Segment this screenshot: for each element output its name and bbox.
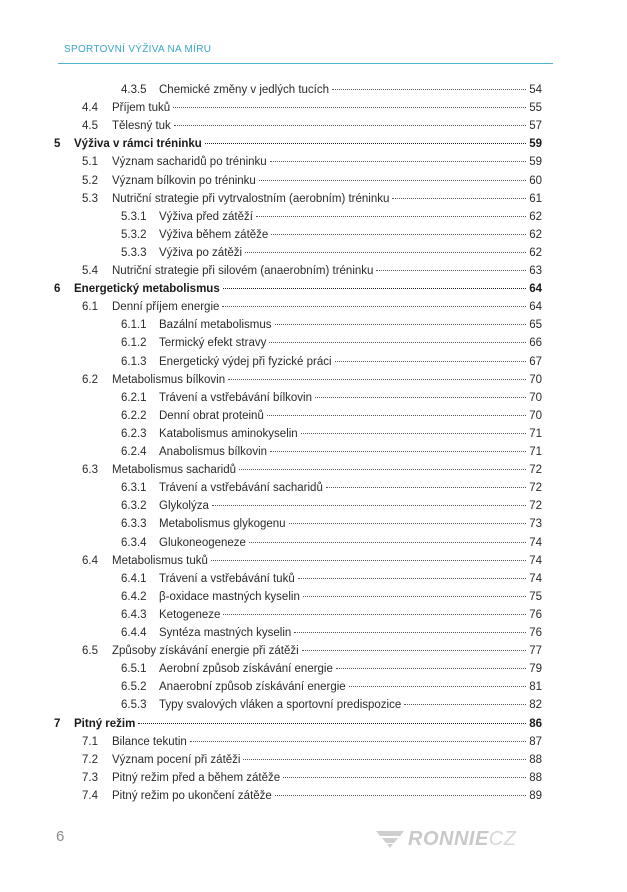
toc-dot-leader	[294, 632, 526, 633]
toc-number: 6.4.1	[121, 572, 147, 585]
toc-entry[interactable]	[74, 715, 542, 733]
toc-page-number: 72	[529, 464, 542, 477]
toc-page-number: 74	[529, 572, 542, 585]
toc-dot-leader	[270, 451, 526, 452]
toc-row	[0, 353, 627, 371]
toc-dot-leader	[376, 270, 526, 271]
toc-title: Trávení a vstřebávání sacharidů	[159, 482, 323, 495]
toc-title: Denní obrat proteinů	[159, 409, 264, 422]
toc-dot-leader	[289, 523, 526, 524]
toc-dot-leader	[174, 125, 526, 126]
toc-dot-leader	[275, 324, 527, 325]
toc-dot-leader	[259, 180, 526, 181]
toc-entry[interactable]	[112, 172, 542, 190]
toc-dot-leader	[245, 252, 526, 253]
toc-number: 5.3.2	[121, 228, 147, 241]
toc-number: 6.2	[82, 373, 98, 386]
toc-title: Trávení a vstřebávání bílkovin	[159, 391, 312, 404]
toc-dot-leader	[212, 505, 526, 506]
toc-number: 6.5.2	[121, 681, 147, 694]
toc-number: 4.5	[82, 120, 98, 133]
toc-page-number: 74	[529, 536, 542, 549]
toc-row	[0, 515, 627, 533]
toc-title: Význam sacharidů po tréninku	[112, 156, 267, 169]
toc-dot-leader	[301, 433, 526, 434]
toc-dot-leader	[335, 361, 526, 362]
toc-title: Ketogeneze	[159, 608, 221, 621]
toc-row	[0, 81, 627, 99]
toc-page-number: 62	[529, 210, 542, 223]
toc-title: Pitný režim	[74, 717, 136, 730]
toc-number: 6.4.3	[121, 608, 147, 621]
toc-page-number: 82	[529, 699, 542, 712]
toc-title: Trávení a vstřebávání tuků	[159, 572, 295, 585]
toc-row	[0, 298, 627, 316]
toc-number: 6.5.3	[121, 699, 147, 712]
toc-page-number: 55	[529, 102, 542, 115]
toc-dot-leader	[269, 342, 526, 343]
toc-page-number: 74	[529, 554, 542, 567]
toc-number: 6.4.2	[121, 590, 147, 603]
toc-dot-leader	[138, 723, 526, 724]
toc-row	[0, 678, 627, 696]
toc-page-number: 86	[529, 717, 542, 730]
toc-row	[0, 570, 627, 588]
toc-entry[interactable]	[159, 515, 542, 533]
toc-page-number: 71	[529, 427, 542, 440]
toc-entry[interactable]	[159, 497, 542, 515]
toc-page-number: 72	[529, 500, 542, 513]
toc-entry[interactable]	[112, 99, 542, 117]
toc-dot-leader	[326, 487, 526, 488]
toc-entry[interactable]	[159, 624, 542, 642]
toc-entry[interactable]	[159, 244, 542, 262]
toc-row	[0, 407, 627, 425]
toc-title: Glykolýza	[159, 500, 209, 513]
toc-page-number: 70	[529, 409, 542, 422]
logo-suffix: CZ	[488, 827, 517, 850]
toc-page-number: 70	[529, 391, 542, 404]
toc-title: Aerobní způsob získávání energie	[159, 663, 333, 676]
toc-row	[0, 660, 627, 678]
toc-title: Typy svalových vláken a sportovní predispozice	[159, 699, 402, 712]
toc-entry[interactable]	[159, 334, 542, 352]
toc-dot-leader	[349, 686, 526, 687]
toc-title: Nutriční strategie při silovém (anaerobním) tréninku	[112, 265, 374, 277]
toc-title: Termický efekt stravy	[159, 337, 267, 350]
toc-number: 6.1	[82, 301, 98, 314]
toc-dot-leader	[222, 306, 526, 307]
toc-number: 6.5.1	[121, 663, 147, 676]
toc-title: Energetický výdej při fyzické práci	[159, 355, 332, 368]
publisher-logo	[376, 826, 556, 852]
toc-entry[interactable]	[159, 534, 542, 552]
toc-entry[interactable]	[159, 660, 542, 678]
toc-dot-leader	[243, 759, 526, 760]
header-title: SPORTOVNÍ VÝŽIVA NA MÍRU	[64, 44, 212, 55]
toc-dot-leader	[249, 542, 526, 543]
toc-number: 5.1	[82, 156, 98, 169]
toc-dot-leader	[223, 614, 526, 615]
toc-entry[interactable]	[159, 606, 542, 624]
toc-row	[0, 769, 627, 787]
toc-entry[interactable]	[159, 208, 542, 226]
toc-dot-leader	[223, 288, 526, 289]
toc-title: Způsoby získávání energie při zátěži	[112, 645, 299, 658]
toc-title: Anabolismus bílkovin	[159, 446, 268, 458]
toc-row	[0, 497, 627, 515]
toc-number: 6.1.3	[121, 355, 147, 368]
logo-text	[408, 828, 516, 851]
toc-page-number: 61	[529, 192, 542, 205]
toc-entry[interactable]	[159, 678, 542, 696]
toc-title: Význam bílkovin po tréninku	[112, 174, 256, 187]
toc-number: 6	[54, 283, 61, 296]
toc-number: 6.3	[82, 464, 98, 477]
toc-dot-leader	[298, 578, 526, 579]
toc-dot-leader	[283, 777, 526, 778]
toc-number: 5.2	[82, 174, 98, 187]
toc-entry[interactable]	[112, 117, 542, 135]
toc-row	[0, 787, 627, 805]
toc-title: Chemické změny v jedlých tucích	[159, 84, 330, 96]
toc-number: 7.4	[82, 789, 98, 802]
toc-number: 5	[54, 138, 61, 151]
toc-number: 6.2.3	[121, 427, 147, 440]
toc-entry[interactable]	[159, 389, 542, 407]
toc-row	[0, 389, 627, 407]
toc-page-number: 59	[529, 156, 542, 169]
toc-page-number: 67	[529, 355, 542, 368]
toc-title: Bilance tekutin	[112, 735, 187, 748]
toc-row	[0, 190, 627, 208]
logo-name: RONNIE	[408, 827, 489, 850]
toc-number: 4.3.5	[121, 84, 147, 96]
running-header	[58, 41, 553, 64]
toc-number: 7.1	[82, 735, 98, 748]
toc-page-number: 60	[529, 174, 542, 187]
toc-page-number: 62	[529, 228, 542, 241]
toc-dot-leader	[271, 234, 526, 235]
toc-entry[interactable]	[112, 190, 542, 208]
toc-title: β-oxidace mastných kyselin	[159, 590, 300, 603]
toc-entry[interactable]	[159, 443, 542, 461]
toc-dot-leader	[302, 650, 526, 651]
toc-number: 5.4	[82, 265, 98, 277]
toc-dot-leader	[190, 741, 526, 742]
toc-title: Výživa po zátěži	[159, 246, 243, 259]
toc-row	[0, 461, 627, 479]
toc-row	[0, 624, 627, 642]
toc-title: Pitný režim před a během zátěže	[112, 771, 281, 784]
toc-number: 6.1.1	[121, 319, 147, 332]
toc-row	[0, 425, 627, 443]
toc-entry[interactable]	[112, 642, 542, 660]
toc-row	[0, 588, 627, 606]
toc-entry[interactable]	[159, 407, 542, 425]
toc-entry[interactable]	[159, 425, 542, 443]
toc-title: Bazální metabolismus	[159, 319, 272, 332]
toc-entry[interactable]	[112, 153, 542, 171]
toc-page-number: 89	[529, 789, 542, 802]
toc-entry[interactable]	[159, 570, 542, 588]
toc-number: 5.3.3	[121, 246, 147, 259]
toc-entry[interactable]	[112, 298, 542, 316]
toc-row	[0, 316, 627, 334]
toc-dot-leader	[256, 216, 526, 217]
toc-number: 6.2.4	[121, 446, 147, 458]
toc-page-number: 65	[529, 319, 542, 332]
toc-row	[0, 371, 627, 389]
toc-entry[interactable]	[112, 371, 542, 389]
toc-entry[interactable]	[74, 280, 542, 298]
toc-page-number: 73	[529, 518, 542, 531]
toc-row	[0, 226, 627, 244]
toc-entry[interactable]	[112, 751, 542, 769]
toc-entry[interactable]	[159, 316, 542, 334]
toc-row	[0, 443, 627, 461]
toc-page-number: 88	[529, 771, 542, 784]
toc-number: 6.3.1	[121, 482, 147, 495]
toc-entry[interactable]	[159, 588, 542, 606]
toc-row	[0, 334, 627, 352]
toc-number: 6.3.3	[121, 518, 147, 531]
toc-number: 7.3	[82, 771, 98, 784]
toc-title: Pitný režim po ukončení zátěže	[112, 789, 272, 802]
toc-entry[interactable]	[159, 696, 542, 714]
toc-dot-leader	[267, 415, 526, 416]
toc-row	[0, 642, 627, 660]
toc-entry[interactable]	[112, 262, 542, 280]
toc-row	[0, 280, 627, 298]
toc-dot-leader	[332, 89, 526, 90]
toc-row	[0, 715, 627, 733]
toc-page-number: 75	[529, 590, 542, 603]
toc-number: 6.3.4	[121, 536, 147, 549]
toc-page-number: 77	[529, 645, 542, 658]
toc-page-number: 76	[529, 608, 542, 621]
toc-page-number: 63	[529, 265, 542, 277]
toc-entry[interactable]	[112, 552, 542, 570]
toc-page-number: 88	[529, 753, 542, 766]
toc-title: Metabolismus bílkovin	[112, 373, 226, 386]
toc-dot-leader	[211, 560, 526, 561]
toc-dot-leader	[239, 469, 526, 470]
toc-row	[0, 117, 627, 135]
toc-number: 7.2	[82, 753, 98, 766]
toc-title: Výživa v rámci tréninku	[74, 138, 202, 151]
toc-row	[0, 262, 627, 280]
toc-row	[0, 153, 627, 171]
toc-dot-leader	[270, 161, 526, 162]
toc-page-number: 57	[529, 120, 542, 133]
toc-number: 5.3	[82, 192, 98, 205]
toc-dot-leader	[173, 107, 526, 108]
toc-page-number: 54	[529, 84, 542, 96]
toc-dot-leader	[228, 379, 526, 380]
toc-number: 6.2.1	[121, 391, 147, 404]
toc-number: 6.1.2	[121, 337, 147, 350]
toc-page-number: 71	[529, 446, 542, 458]
toc-number: 4.4	[82, 102, 98, 115]
toc-row	[0, 751, 627, 769]
toc-number: 5.3.1	[121, 210, 147, 223]
toc-title: Metabolismus tuků	[112, 554, 208, 567]
toc-entry[interactable]	[159, 353, 542, 371]
toc-title: Tělesný tuk	[112, 120, 171, 133]
toc-dot-leader	[315, 397, 526, 398]
toc-page-number: 59	[529, 138, 542, 151]
toc-title: Význam pocení při zátěži	[112, 753, 241, 766]
toc-row	[0, 135, 627, 153]
toc-page-number: 76	[529, 627, 542, 639]
toc-dot-leader	[336, 668, 526, 669]
toc-entry[interactable]	[159, 226, 542, 244]
toc-dot-leader	[392, 198, 526, 199]
toc-title: Výživa před zátěží	[159, 210, 253, 223]
toc-row	[0, 733, 627, 751]
toc-row	[0, 479, 627, 497]
toc-number: 6.3.2	[121, 500, 147, 513]
ronnie-wing-logo-icon	[376, 829, 404, 849]
toc-number: 6.5	[82, 645, 98, 658]
toc-page-number: 62	[529, 246, 542, 259]
toc-row	[0, 99, 627, 117]
toc-row	[0, 606, 627, 624]
toc-title: Metabolismus sacharidů	[112, 464, 237, 477]
toc-row	[0, 534, 627, 552]
toc-title: Glukoneogeneze	[159, 536, 246, 549]
toc-entry[interactable]	[112, 769, 542, 787]
toc-number: 6.4.4	[121, 627, 147, 639]
toc-entry[interactable]	[159, 479, 542, 497]
toc-title: Energetický metabolismus	[74, 283, 220, 296]
toc-entry[interactable]	[112, 461, 542, 479]
toc-dot-leader	[404, 704, 526, 705]
toc-dot-leader	[303, 596, 526, 597]
toc-entry[interactable]	[112, 787, 542, 805]
toc-entry[interactable]	[159, 81, 542, 99]
toc-title: Výživa během zátěže	[159, 228, 269, 241]
toc-title: Příjem tuků	[112, 102, 171, 115]
toc-page-number: 64	[529, 283, 542, 296]
toc-entry[interactable]	[74, 135, 542, 153]
toc-page-number: 64	[529, 301, 542, 314]
toc-dot-leader	[275, 795, 526, 796]
page-number: 6	[56, 828, 65, 845]
toc-row	[0, 208, 627, 226]
toc-entry[interactable]	[112, 733, 542, 751]
toc-row	[0, 552, 627, 570]
toc-number: 7	[54, 717, 61, 730]
toc-title: Nutriční strategie při vytrvalostním (aerobním) tréninku	[112, 192, 390, 205]
toc-title: Denní příjem energie	[112, 301, 220, 314]
toc-page-number: 79	[529, 663, 542, 676]
toc-dot-leader	[205, 143, 526, 144]
toc-title: Katabolismus aminokyselin	[159, 427, 298, 440]
toc-page-number: 70	[529, 373, 542, 386]
toc-title: Metabolismus glykogenu	[159, 518, 286, 531]
toc-page-number: 81	[529, 681, 542, 694]
toc-number: 6.2.2	[121, 409, 147, 422]
toc-title: Syntéza mastných kyselin	[159, 627, 292, 639]
toc-number: 6.4	[82, 554, 98, 567]
toc-title: Anaerobní způsob získávání energie	[159, 681, 346, 694]
toc-page-number: 66	[529, 337, 542, 350]
toc-row	[0, 696, 627, 714]
toc-row	[0, 172, 627, 190]
toc-row	[0, 244, 627, 262]
toc-page-number: 87	[529, 735, 542, 748]
toc-page-number: 72	[529, 482, 542, 495]
